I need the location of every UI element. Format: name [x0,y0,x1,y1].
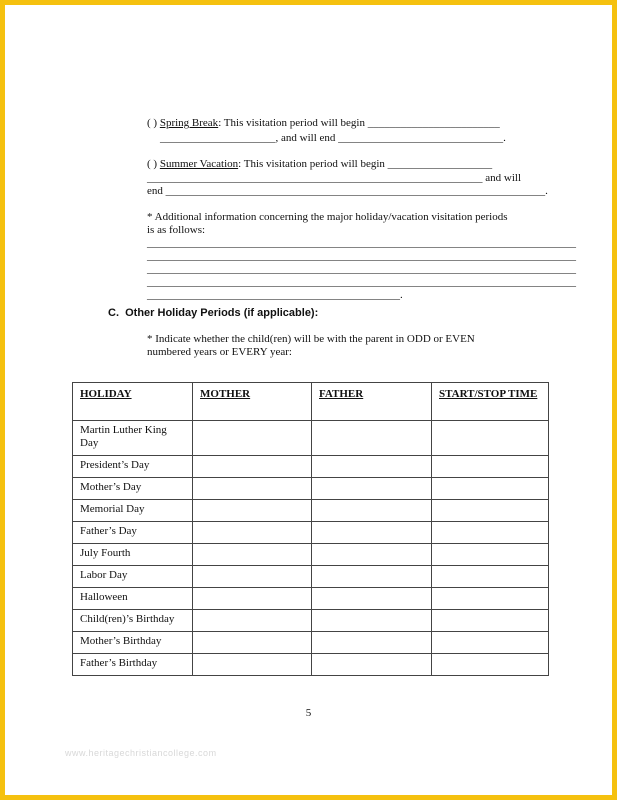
start-stop-cell[interactable] [432,478,549,500]
holiday-name: Child(ren)’s Birthday [73,610,193,632]
summer-vacation-label: Summer Vacation [159,158,239,170]
spring-break-text: : This visitation period will begin ________________________ [218,117,500,129]
holiday-name: President’s Day [73,456,193,478]
blank-line[interactable]: ______________________________________________________________________________ [147,276,576,288]
mother-cell[interactable] [193,522,312,544]
additional-info-line: * Additional information concerning the major holiday/vacation visitation periods [147,211,508,223]
holiday-name: Memorial Day [73,500,193,522]
start-stop-cell[interactable] [432,500,549,522]
section-c-instruction-2: numbered years or EVERY year: [147,346,292,358]
spring-break-end-line: _____________________, and will end ______________________________. [160,132,506,144]
table-row [73,478,549,500]
holiday-name: July Fourth [73,544,193,566]
mother-cell[interactable] [193,632,312,654]
mother-cell[interactable] [193,478,312,500]
blank-line[interactable]: ______________________________________________. [147,289,403,301]
mother-cell[interactable] [193,588,312,610]
table-header-row [73,383,549,421]
checkbox-marker[interactable]: ( ) [147,158,160,170]
start-stop-cell[interactable] [432,610,549,632]
start-stop-cell[interactable] [432,522,549,544]
table-row [73,500,549,522]
holiday-name: Labor Day [73,566,193,588]
blank-line[interactable]: ______________________________________________________________________________ [147,263,576,275]
summer-vacation-line [147,158,492,171]
start-stop-cell[interactable] [432,632,549,654]
holiday-name: Halloween [73,588,193,610]
table-row [73,632,549,654]
mother-cell[interactable] [193,566,312,588]
mother-cell[interactable] [193,421,312,456]
start-stop-cell[interactable] [432,566,549,588]
mother-cell[interactable] [193,456,312,478]
holiday-name: Mother’s Day [73,478,193,500]
summer-vacation-line-2: _____________________________________________________________ and will [147,172,521,184]
holiday-name: Father’s Day [73,522,193,544]
summer-vacation-line-3: end _____________________________________________________________________. [147,185,548,197]
father-cell[interactable] [312,544,432,566]
table-row [73,654,549,676]
checkbox-marker[interactable]: ( ) [147,117,160,129]
start-stop-cell[interactable] [432,421,549,456]
start-stop-cell[interactable] [432,456,549,478]
father-cell[interactable] [312,522,432,544]
blank-line[interactable]: ______________________________________________________________________________ [147,237,576,249]
mother-cell[interactable] [193,544,312,566]
mother-cell[interactable] [193,500,312,522]
additional-info-line-2: is as follows: [147,224,206,236]
header-father: FATHER [312,383,432,421]
holiday-name: Mother’s Birthday [73,632,193,654]
mother-cell[interactable] [193,610,312,632]
father-cell[interactable] [312,421,432,456]
summer-vacation-text: : This visitation period will begin ___________________ [238,158,493,170]
father-cell[interactable] [312,566,432,588]
father-cell[interactable] [312,632,432,654]
page-number: 5 [305,707,312,719]
table-row [73,588,549,610]
holiday-name: Martin Luther King Day [73,421,193,456]
table-row [73,456,549,478]
document-page [5,5,612,795]
father-cell[interactable] [312,478,432,500]
holiday-name: Father’s Birthday [73,654,193,676]
father-cell[interactable] [312,588,432,610]
header-start-stop-time: START/STOP TIME [432,383,549,421]
spring-break-line [147,117,500,130]
blank-line[interactable]: ______________________________________________________________________________ [147,250,576,262]
table-row [73,522,549,544]
table-row [73,610,549,632]
table-row [73,544,549,566]
start-stop-cell[interactable] [432,544,549,566]
start-stop-cell[interactable] [432,654,549,676]
start-stop-cell[interactable] [432,588,549,610]
watermark-text: www.heritagechristiancollege.com [65,748,217,758]
table-row [73,566,549,588]
father-cell[interactable] [312,456,432,478]
section-c-instruction: * Indicate whether the child(ren) will be with the parent in ODD or EVEN [147,333,475,345]
header-holiday: HOLIDAY [73,383,193,421]
father-cell[interactable] [312,610,432,632]
mother-cell[interactable] [193,654,312,676]
spring-break-label: Spring Break [159,117,219,129]
header-mother: MOTHER [193,383,312,421]
holiday-table [72,382,549,676]
father-cell[interactable] [312,500,432,522]
father-cell[interactable] [312,654,432,676]
section-c-heading: C. Other Holiday Periods (if applicable): [108,307,319,319]
table-row [73,421,549,456]
